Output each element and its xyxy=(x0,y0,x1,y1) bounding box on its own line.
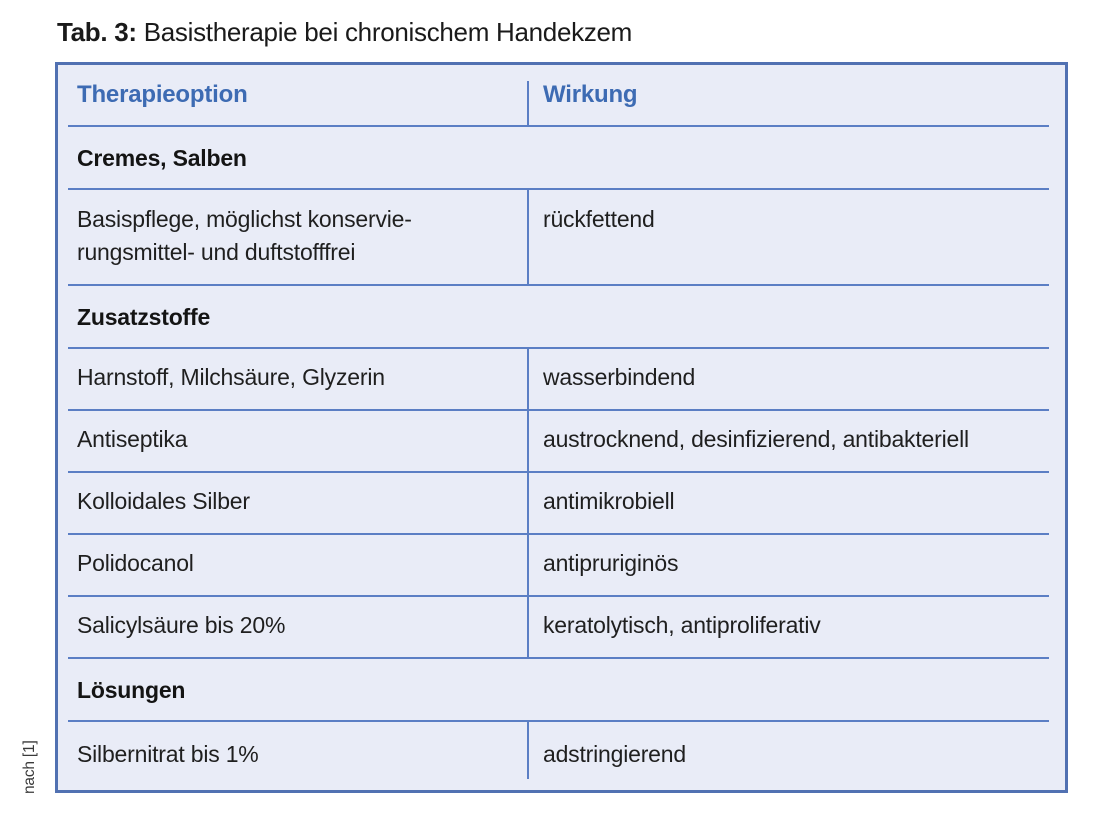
column-header-row xyxy=(68,65,1049,127)
effect-cell: austrocknend, desinfizierend, antibakteriell xyxy=(527,411,1049,471)
therapy-option-cell: Antiseptika xyxy=(77,426,188,452)
section-header-label: Zusatzstoffe xyxy=(77,304,211,330)
table-caption-text: Basistherapie bei chronischem Handekzem xyxy=(143,17,633,47)
section-header-row xyxy=(68,127,1049,190)
table-row xyxy=(68,190,1049,286)
therapy-option-cell: Kolloidales Silber xyxy=(77,488,250,514)
therapy-option-cell: Harnstoff, Milchsäure, Glyzerin xyxy=(77,364,385,390)
source-note: nach [1] xyxy=(21,740,38,794)
effect-cell: keratolytisch, antiproliferativ xyxy=(527,597,1049,657)
table-row xyxy=(68,411,1049,473)
table-caption-number: Tab. 3: xyxy=(57,17,137,47)
effect-cell: adstringierend xyxy=(527,722,1049,779)
therapy-option-cell: Polidocanol xyxy=(77,550,194,576)
therapy-option-cell: Silbernitrat bis 1% xyxy=(77,741,259,767)
section-header-label: Cremes, Salben xyxy=(77,145,247,171)
table-row xyxy=(68,473,1049,535)
table-row xyxy=(68,597,1049,659)
effect-cell: antimikrobiell xyxy=(527,473,1049,533)
column-header-wirkung: Wirkung xyxy=(527,81,1049,125)
section-header-row xyxy=(68,286,1049,349)
therapy-option-cell: Salicylsäure bis 20% xyxy=(77,612,286,638)
effect-cell: rückfettend xyxy=(527,190,1049,284)
table-row xyxy=(68,722,1049,795)
section-header-row xyxy=(68,659,1049,722)
table-caption xyxy=(57,17,632,48)
effect-cell: wasserbindend xyxy=(527,349,1049,409)
table-row xyxy=(68,349,1049,411)
section-header-label: Lösungen xyxy=(77,677,186,703)
table-row xyxy=(68,535,1049,597)
effect-cell: antipruriginös xyxy=(527,535,1049,595)
column-header-therapieoption: Therapieoption xyxy=(77,81,248,108)
basistherapie-table xyxy=(55,62,1068,793)
therapy-option-cell: Basispflege, möglichst konservierungsmittel- und duftstofffrei xyxy=(77,206,412,265)
